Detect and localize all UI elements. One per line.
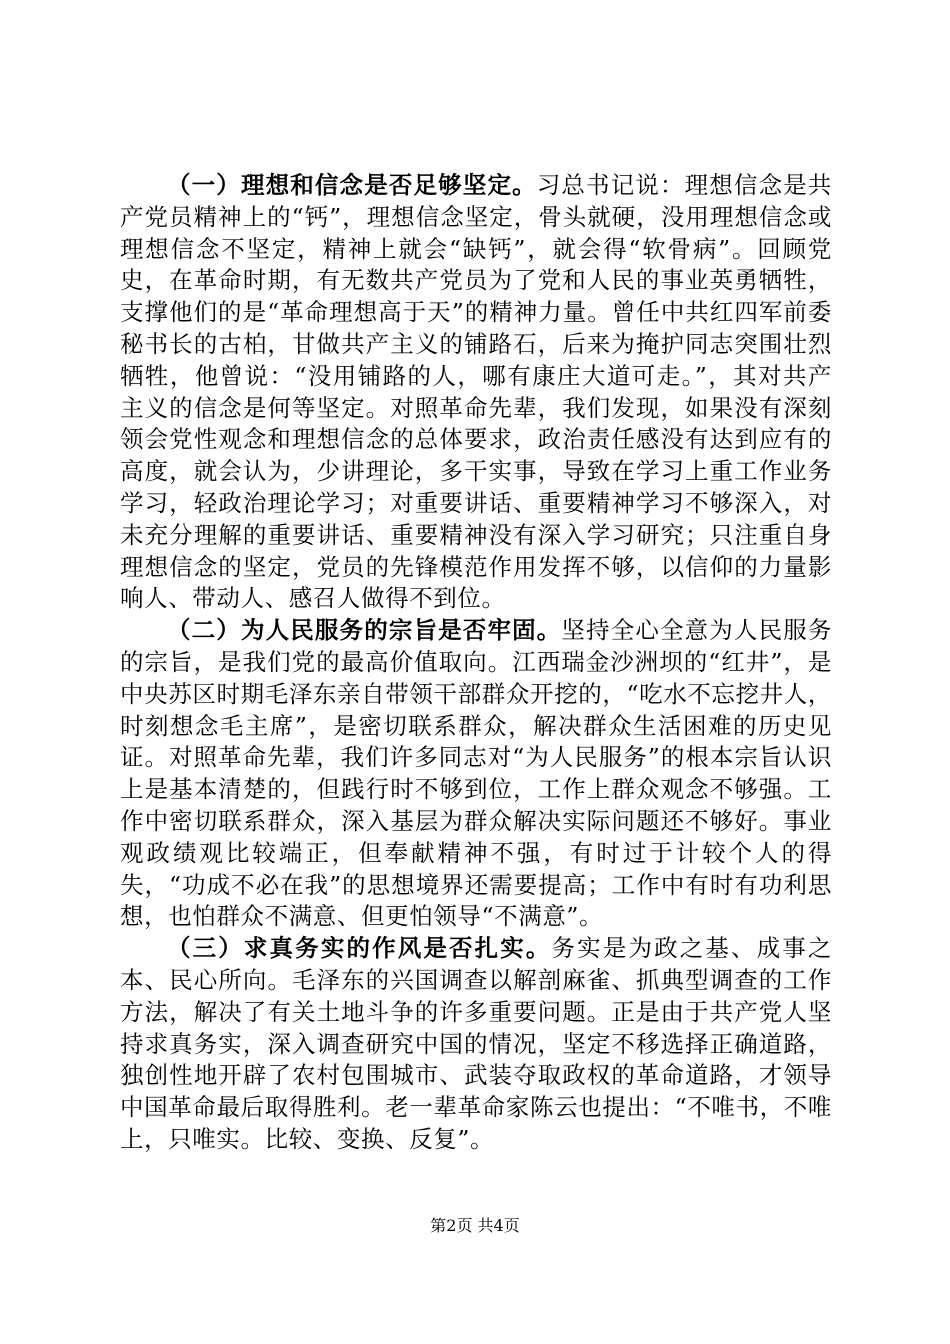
section-1-paragraph xyxy=(120,170,832,615)
section-3-text: 务实是为政之基、成事之本、民心所向。毛泽东的兴国调查以解剖麻雀、抓典型调查的工作方法，解决了有关土地斗争的许多重要问题。正是由于共产党人坚持求真务实，深入调查研究中国的情况，坚定不移选择正确道路，独创性地开辟了农村包围城市、武装夺取政权的革命道路，才领导中国革命最后取得胜利。老一辈革命家陈云也提出：“不唯书，不唯上，只唯实。比较、变换、反复”。 xyxy=(120,934,833,1153)
section-3-heading: （三）求真务实的作风是否扎实。 xyxy=(167,934,552,963)
section-1-heading: （一）理想和信念是否足够坚定。 xyxy=(167,171,537,199)
section-3-paragraph xyxy=(120,933,832,1156)
section-2-heading: （二）为人民服务的宗旨是否牢固。 xyxy=(167,616,562,645)
section-2-paragraph xyxy=(120,615,832,933)
page-number-footer: 第2页 共4页 xyxy=(430,1216,520,1235)
section-2-text: 坚持全心全意为人民服务的宗旨，是我们党的最高价值取向。江西瑞金沙洲坝的“红井”，是中央苏区时期毛泽东亲自带领干部群众开挖的，“吃水不忘挖井人，时刻想念毛主席”，是密切联系群众，解决群众生活困难的历史见证。对照革命先辈，我们许多同志对“为人民服务”的根本宗旨认识上是基本清楚的，但践行时不够到位，工作上群众观念不够强。工作中密切联系群众，深入基层为群众解决实际问题还不够好。事业观政绩观比较端正，但奉献精神不强，有时过于计较个人的得失，“功成不必在我”的思想境界还需要提高；工作中有时有功利思想，也怕群众不满意、但更怕领导“不满意”。 xyxy=(120,616,832,931)
section-1-text: 习总书记说：理想信念是共产党员精神上的“钙”，理想信念坚定，骨头就硬，没用理想信念或理想信念不坚定，精神上就会“缺钙”，就会得“软骨病”。回顾党史，在革命时期，有无数共产党员为了党和人民的事业英勇牺牲，支撑他们的是“革命理想高于天”的精神力量。曾任中共红四军前委秘书长的古柏，甘做共产主义的铺路石，后来为掩护同志突围壮烈牺牲，他曾说：“没用铺路的人，哪有康庄大道可走。”，其对共产主义的信念是何等坚定。对照革命先辈，我们发现，如果没有深刻领会党性观念和理想信念的总体要求，政治责任感没有达到应有的高度，就会认为，少讲理论，多干实事，导致在学习上重工作业务学习，轻政治理论学习；对重要讲话、重要精神学习不够深入，对未充分理解的重要讲话、重要精神没有深入学习研究；只注重自身理想信念的坚定，党员的先锋模范作用发挥不够，以信仰的力量影响人、带动人、感召人做得不到位。 xyxy=(120,171,832,613)
document-body xyxy=(120,170,832,1156)
